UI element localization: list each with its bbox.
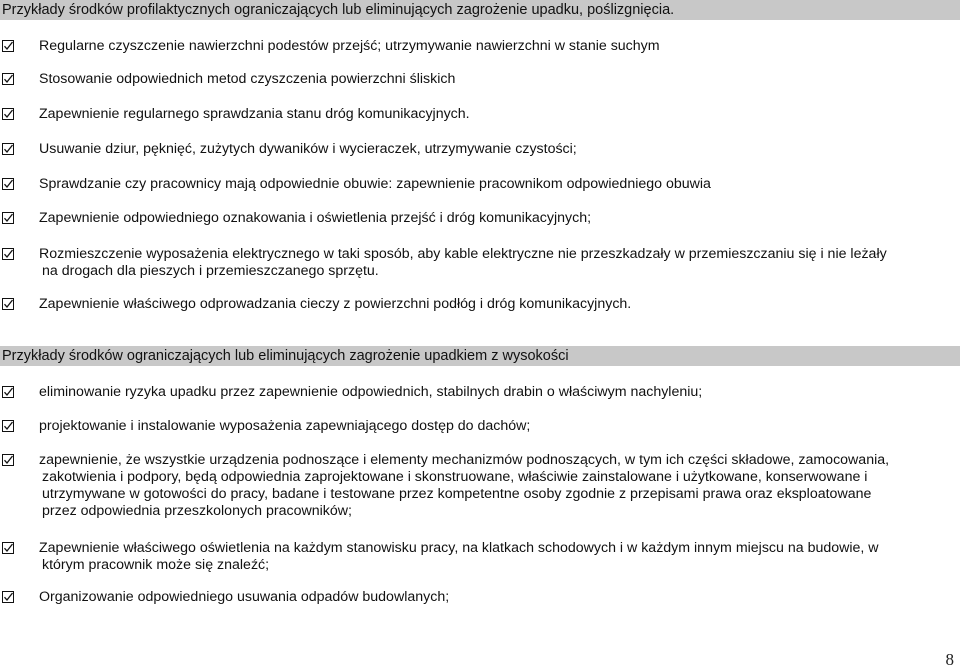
checklist-item-text [39,176,954,193]
checklist-item-line: Organizowanie odpowiedniego usuwania odpadów budowlanych; [39,589,450,605]
checkbox-checked-icon [2,298,14,310]
checklist-item-line: Zapewnienie właściwego odprowadzania cieczy z powierzchni podłóg i dróg komunikacyjnych. [39,296,632,312]
checkbox-checked-icon [2,386,14,398]
section-heading-falls-text: Przykłady środków ograniczających lub eliminujących zagrożenie upadkiem z wysokości [2,348,569,364]
checklist-item-line: Zapewnienie odpowiedniego oznakowania i oświetlenia przejść i dróg komunikacyjnych; [39,210,592,226]
checkbox-checked-icon [2,108,14,120]
checklist-item-text [39,589,954,606]
checkbox-checked-icon [2,248,14,260]
page-number: 8 [945,650,954,669]
checklist-item-text [39,71,954,88]
checklist-item-text [39,106,954,123]
checkbox-checked-icon [2,178,14,190]
checklist-item-line: eliminowanie ryzyka upadku przez zapewnienie odpowiednich, stabilnych drabin o właściwym nachyleniu; [39,384,703,400]
checklist-item-line: Rozmieszczenie wyposażenia elektrycznego w taki sposób, aby kable elektryczne nie przeszkadzały w przemieszczaniu się i nie leżały [39,246,887,262]
checklist-item-text [39,452,954,520]
checklist-item-line: przez odpowiednia przeszkolonych pracowników; [42,503,352,519]
checkbox-checked-icon [2,143,14,155]
checklist-item-line: zapewnienie, że wszystkie urządzenia podnoszące i elementy mechanizmów podnoszących, w tym ich części składowe, zamocowania, [39,452,890,468]
checkbox-checked-icon [2,454,14,466]
section-heading-slips [0,0,960,20]
checklist-item-line: Zapewnienie regularnego sprawdzania stanu dróg komunikacyjnych. [39,106,470,122]
checkbox-checked-icon [2,212,14,224]
checkbox-checked-icon [2,40,14,52]
checklist-item-text [39,141,954,158]
checklist-item-text [39,210,954,227]
section-heading-slips-text: Przykłady środków profilaktycznych ograniczających lub eliminujących zagrożenie upadku, poślizgnięcia. [2,2,675,18]
checklist-item-line: Zapewnienie właściwego oświetlenia na każdym stanowisku pracy, na klatkach schodowych i w każdym innym miejscu na budowie, w [39,540,879,556]
checkbox-checked-icon [2,542,14,554]
checklist-item-line: Usuwanie dziur, pęknięć, zużytych dywaników i wycieraczek, utrzymywanie czystości; [39,141,577,157]
checklist-item-text [39,418,954,435]
checkbox-checked-icon [2,420,14,432]
checklist-item-text [39,296,954,313]
checklist-item-text [39,38,954,55]
checklist-item-text [39,246,954,280]
checklist-item-line: utrzymywane w gotowości do pracy, badane i testowane przez kompetentne osoby zgodnie z przepisami prawa oraz eksploatowane [42,486,872,502]
section-heading-falls [0,346,960,366]
checklist-item-line: na drogach dla pieszych i przemieszczanego sprzętu. [42,263,379,279]
checklist-item-line: Regularne czyszczenie nawierzchni podestów przejść; utrzymywanie nawierzchni w stanie suchym [39,38,660,54]
checkbox-checked-icon [2,591,14,603]
checklist-item-line: Stosowanie odpowiednich metod czyszczenia powierzchni śliskich [39,71,456,87]
checklist-item-line: Sprawdzanie czy pracownicy mają odpowiednie obuwie: zapewnienie pracownikom odpowiedniego obuwia [39,176,711,192]
checkbox-checked-icon [2,73,14,85]
checklist-item-line: którym pracownik może się znaleźć; [42,557,270,573]
checklist-item-line: zakotwienia i podpory, będą odpowiednia zaprojektowane i skonstruowane, właściwie zainstalowane i użytkowane, konserwowane i [42,469,868,485]
checklist-item-line: projektowanie i instalowanie wyposażenia zapewniającego dostęp do dachów; [39,418,531,434]
checklist-item-text [39,384,954,401]
checklist-item-text [39,540,954,574]
